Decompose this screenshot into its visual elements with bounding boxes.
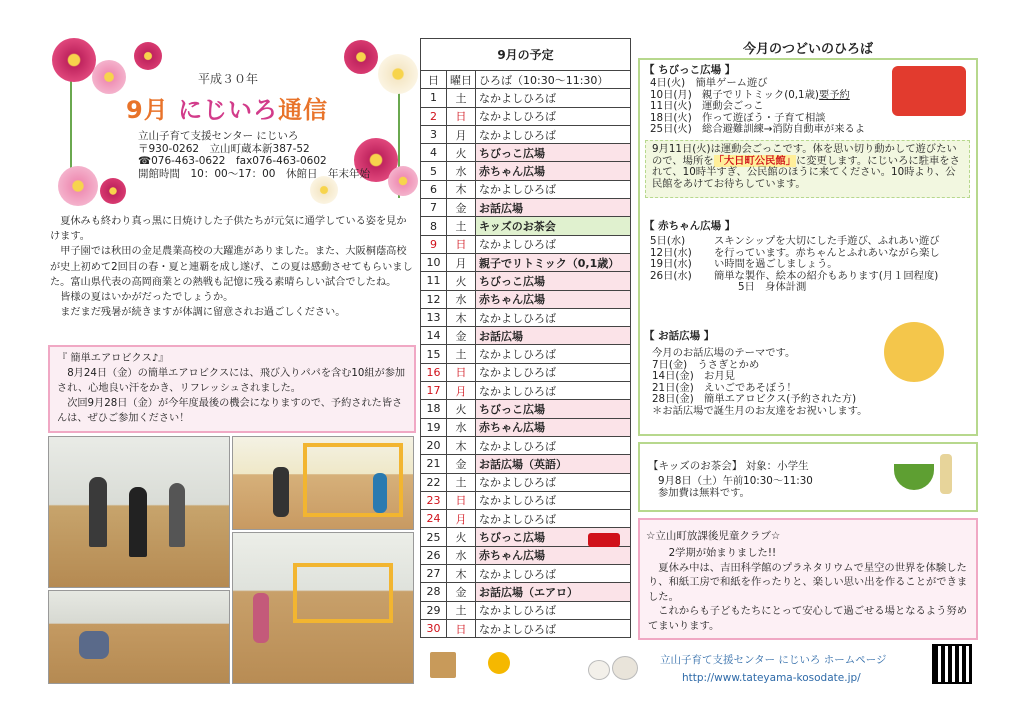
schedule-weekday: 日 [447,491,476,509]
schedule-day: 15 [421,345,447,363]
schedule-weekday: 火 [447,400,476,418]
schedule-day: 5 [421,162,447,180]
schedule-event: なかよしひろば [476,89,631,107]
schedule-weekday: 土 [447,473,476,491]
story-line: 21日(金) えいごであそぼう！ [652,381,797,394]
club-paragraph: これからも子どもたちにとって安心して過ごせる場となるよう努めてまいります。 [648,605,967,632]
person-figure [273,467,289,517]
schedule-weekday: 月 [447,125,476,143]
schedule-event: なかよしひろば [476,491,631,509]
schedule-day: 13 [421,308,447,326]
person-figure [169,483,185,547]
header-dow: 曜日 [447,71,476,89]
schedule-header-row [421,71,631,89]
schedule-event: なかよしひろば [476,382,631,400]
schedule-weekday: 日 [447,235,476,253]
schedule-row [421,162,631,180]
schedule-weekday: 土 [447,89,476,107]
sports-day-notice [645,140,970,198]
schedule-event: 赤ちゃん広場 [476,418,631,436]
schedule-weekday: 木 [447,436,476,454]
baby-line: い時間を過ごしましょう。 [714,258,838,271]
schedule-day: 10 [421,253,447,271]
newsletter-header [48,38,420,208]
schedule-weekday: 火 [447,272,476,290]
cosmos-flower-icon [310,176,338,204]
schedule-weekday: 水 [447,290,476,308]
person-figure [79,631,109,659]
schedule-weekday: 月 [447,382,476,400]
chibikko-line: 4日(火) 簡単ゲーム遊び [650,77,768,89]
schedule-row [421,345,631,363]
schedule-row [421,308,631,326]
aerobics-paragraph: 次回9月28日（金）が今年度最後の機会になりますので、予約された皆さんは、ぜひご参加ください！ [57,398,403,424]
play-structure [293,563,393,623]
cosmos-flower-icon [344,40,378,74]
schedule-weekday: 日 [447,107,476,125]
photo-playground [232,436,414,530]
baby-title: 【 赤ちゃん広場 】 [644,220,736,232]
after-school-club-box [638,518,978,640]
schedule-weekday: 土 [447,345,476,363]
baby-line: 5日 身体計測 [738,281,807,294]
schedule-event: ちびっこ広場 [476,528,631,546]
baby-line: スキンシップを大切にした手遊び、ふれあい遊び [714,235,940,247]
intro-paragraph: 夏休みも終わり真っ黒に日焼けした子供たちが元気に通学している姿を見かけます。 [50,216,407,243]
footer [660,651,887,687]
schedule-weekday: 月 [447,510,476,528]
tea-line: 9月8日（土）午前10:30～11:30 [658,475,813,487]
schedule-weekday: 金 [447,455,476,473]
schedule-day: 11 [421,272,447,290]
tea-title: 【キッズのお茶会】 対象：小学生 [648,460,809,472]
schedule-weekday: 火 [447,528,476,546]
schedule-weekday: 土 [447,217,476,235]
story-title: 【 お話広場 】 [644,330,715,342]
schedule-event: 赤ちゃん広場 [476,546,631,564]
title-suffix: 通信 [278,96,329,124]
schedule-day: 24 [421,510,447,528]
schedule-weekday: 水 [447,162,476,180]
cosmos-flower-icon [58,166,98,206]
story-line: 今月のお話広場のテーマです。 [652,347,796,359]
schedule-day: 30 [421,619,447,637]
schedule-row [421,455,631,473]
schedule-event: なかよしひろば [476,601,631,619]
address-line: ☎076-463-0622 fax076-463-0602 [138,155,327,167]
baby-text [714,236,940,294]
schedule-day: 29 [421,601,447,619]
aerobics-title: 『 簡単エアロビクス♪』 [57,353,169,364]
schedule-row [421,510,631,528]
schedule-row [421,235,631,253]
schedule-day: 25 [421,528,447,546]
person-figure [129,487,147,557]
club-paragraph: 夏休み中は、吉田科学館のプラネタリウムで星空の世界を体験したり、和紙工房で和紙を作ったりと、楽しい思い出を作ることができました。 [648,561,968,603]
schedule-day: 1 [421,89,447,107]
schedule-weekday: 金 [447,199,476,217]
schedule-day: 20 [421,436,447,454]
homepage-label: 立山子育て支援センター にじいろ ホームページ [660,654,887,666]
cosmos-flower-icon [134,42,162,70]
schedule-day: 28 [421,583,447,601]
schedule-weekday: 金 [447,327,476,345]
schedule-row [421,546,631,564]
schedule-row [421,290,631,308]
schedule-event: ちびっこ広場 [476,144,631,162]
baby-date: 5日(水) [650,235,686,247]
era-year: 平成３０年 [198,72,259,86]
schedule-day: 23 [421,491,447,509]
schedule-weekday: 水 [447,418,476,436]
club-text [648,546,970,633]
schedule-weekday: 木 [447,565,476,583]
schedule-weekday: 日 [447,363,476,381]
schedule-table [420,70,631,638]
schedule-event: なかよしひろば [476,363,631,381]
schedule-event: なかよしひろば [476,235,631,253]
schedule-row [421,327,631,345]
header-day: 日 [421,71,447,89]
schedule-event: お話広場 [476,327,631,345]
title-month: 9月 [126,96,169,124]
play-structure [303,443,403,517]
schedule-row [421,217,631,235]
schedule-weekday: 木 [447,180,476,198]
schedule-event: なかよしひろば [476,565,631,583]
schedule-weekday: 火 [447,144,476,162]
schedule-day: 2 [421,107,447,125]
title-name: にじいろ [178,96,279,124]
story-list [652,348,867,418]
schedule-day: 27 [421,565,447,583]
schedule-event: お話広場（英語） [476,455,631,473]
photo-playroom [232,532,414,684]
schedule-event: 赤ちゃん広場 [476,162,631,180]
baby-line: を行っています。赤ちゃんとふれあいながら楽し [714,246,940,259]
story-line: 28日(金) 簡単エアロビクス(予約された方) [652,393,857,406]
notice-text: に変更します。にじいろに駐車をされて、10時半すぎ、公民館のほうに来てください。10時より、公民館をあけてお待ちしています。 [652,154,960,190]
chibikko-line-text: 10日(月) 親子でリトミック(0,1歳) [650,88,819,101]
schedule-event: なかよしひろば [476,619,631,637]
schedule-day: 19 [421,418,447,436]
address-line: 開館時間 10：00〜17：00 休館日 年末年始 [138,167,370,180]
cosmos-flower-icon [378,54,418,94]
schedule-weekday: 金 [447,583,476,601]
intro-paragraph: 甲子園では秋田の金足農業高校の大躍進がありました。また、大阪桐蔭高校が史上初めて2回目の春・夏と連覇を成し遂げ、この夏は感動させてもらいました。富山県代表の高岡商業との熱戦も記憶に残る素晴らしい試合でしたね。 [50,246,413,288]
matcha-bowl-icon [894,464,934,490]
schedule-row [421,89,631,107]
schedule-row [421,473,631,491]
schedule-event: なかよしひろば [476,308,631,326]
person-figure [89,477,107,547]
schedule-day: 3 [421,125,447,143]
schedule-day: 4 [421,144,447,162]
qr-code-icon[interactable] [932,644,972,684]
schedule-row [421,601,631,619]
schedule-row [421,125,631,143]
schedule-event: 赤ちゃん広場 [476,290,631,308]
gathering-box [638,58,978,436]
baby-date: 12日(水) [650,246,692,259]
rabbit-icon [588,660,610,680]
schedule-day: 14 [421,327,447,345]
schedule-weekday: 土 [447,601,476,619]
address-line: 立山子育て支援センター にじいろ [138,130,299,142]
schedule-row [421,619,631,637]
schedule-row [421,400,631,418]
schedule-event: なかよしひろば [476,107,631,125]
person-figure [373,473,387,513]
reserve-note: 要予約 [818,88,850,101]
schedule-day: 7 [421,199,447,217]
schedule-event: なかよしひろば [476,180,631,198]
schedule-row [421,199,631,217]
tea-whisk-icon [940,454,952,494]
story-line: ＊お話広場で誕生月のお友達をお祝いします。 [652,404,868,417]
schedule-event: キッズのお茶会 [476,217,631,235]
schedule-title: 9月の予定 [420,38,631,70]
photo-exercise [48,590,230,684]
schedule-row [421,253,631,271]
schedule-weekday: 水 [447,546,476,564]
cosmos-flower-icon [92,60,126,94]
aerobics-paragraph: 8月24日（金）の簡単エアロビクスには、飛び入りパパを含む10組が参加され、心地良い汗をかき、リフレッシュされました。 [57,368,406,394]
schedule-event: なかよしひろば [476,125,631,143]
schedule-row [421,436,631,454]
schedule-row [421,418,631,436]
schedule-event: 親子でリトミック（0,1歳） [476,253,631,271]
schedule-row [421,491,631,509]
schedule-day: 16 [421,363,447,381]
schedule-row [421,107,631,125]
schedule-day: 22 [421,473,447,491]
fire-truck-icon [588,533,620,547]
schedule-row [421,272,631,290]
schedule-day: 9 [421,235,447,253]
schedule-row [421,180,631,198]
tea-body [658,476,813,499]
schedule-weekday: 木 [447,308,476,326]
rabbit-moon-illustration-icon [884,322,944,382]
homepage-link[interactable]: http://www.tateyama-kosodate.jp/ [682,672,861,684]
club-title: ☆立山町放課後児童クラブ☆ [646,530,781,542]
header-hiroba: ひろば（10:30～11:30） [476,71,631,89]
rabbit-icon [612,656,638,680]
schedule-weekday: 日 [447,619,476,637]
schedule-day: 6 [421,180,447,198]
fire-truck-illustration-icon [892,66,966,116]
story-line: 7日(金) うさぎとかめ [652,358,760,371]
chibikko-title: 【 ちびっこ広場 】 [644,64,736,76]
notice-text: 9月11日(火)は運動会ごっこです。体を思い切り動かして遊びたいので、場所を [652,143,957,167]
schedule-day: 8 [421,217,447,235]
schedule-event: なかよしひろば [476,510,631,528]
center-address [138,130,370,180]
schedule-row [421,382,631,400]
tea-line: 参加費は無料です。 [658,486,750,499]
schedule-event: お話広場（エアロ） [476,583,631,601]
cosmos-flower-icon [100,178,126,204]
schedule-event: なかよしひろば [476,473,631,491]
schedule-event: ちびっこ広場 [476,272,631,290]
schedule-event: ちびっこ広場 [476,400,631,418]
chibikko-line: 11日(火) 運動会ごっこ [650,100,764,113]
chibikko-line: 18日(火) 作って遊ぼう・子育て相談 [650,111,826,124]
gathering-title: 今月のつどいのひろば [742,42,873,57]
chibikko-line: 25日(火) 総合避難訓練→消防自動車が来るよ [650,123,866,136]
schedule-row [421,583,631,601]
club-paragraph: 2学期が始まりました!! [668,547,777,559]
schedule-day: 21 [421,455,447,473]
address-line: 〒930-0262 立山町蔵本新387-52 [138,142,310,155]
schedule-day: 12 [421,290,447,308]
person-figure [253,593,269,643]
moon-icon [488,652,510,674]
schedule-weekday: 月 [447,253,476,271]
intro-paragraph: 皆様の夏はいかがだったでしょうか。 [60,292,234,304]
baby-dates [650,236,692,282]
schedule-event: お話広場 [476,199,631,217]
photo-aerobics [48,436,230,588]
baby-line: 簡単な製作、絵本の紹介もあります(月１回程度) [714,269,939,282]
intro-paragraph: まだまだ残暑が続きますが体調に留意されお過ごしください。 [60,307,346,319]
story-line: 14日(金) お月見 [652,370,735,383]
schedule-day: 26 [421,546,447,564]
aerobics-box [48,345,416,433]
schedule-event: なかよしひろば [476,436,631,454]
house-icon [430,652,456,678]
schedule-event: なかよしひろば [476,345,631,363]
schedule-row [421,363,631,381]
baby-date: 26日(水) [650,269,692,282]
cosmos-flower-icon [388,166,418,196]
notice-venue: 「大日町公民館」 [713,154,796,167]
schedule-day: 18 [421,400,447,418]
schedule-row [421,144,631,162]
schedule-row [421,565,631,583]
chibikko-list [650,78,865,136]
cosmos-flower-icon [52,38,96,82]
schedule-day: 17 [421,382,447,400]
intro-text [50,214,415,320]
baby-date: 19日(水) [650,258,692,271]
newsletter-title [126,90,328,125]
kids-tea-box [638,442,978,512]
